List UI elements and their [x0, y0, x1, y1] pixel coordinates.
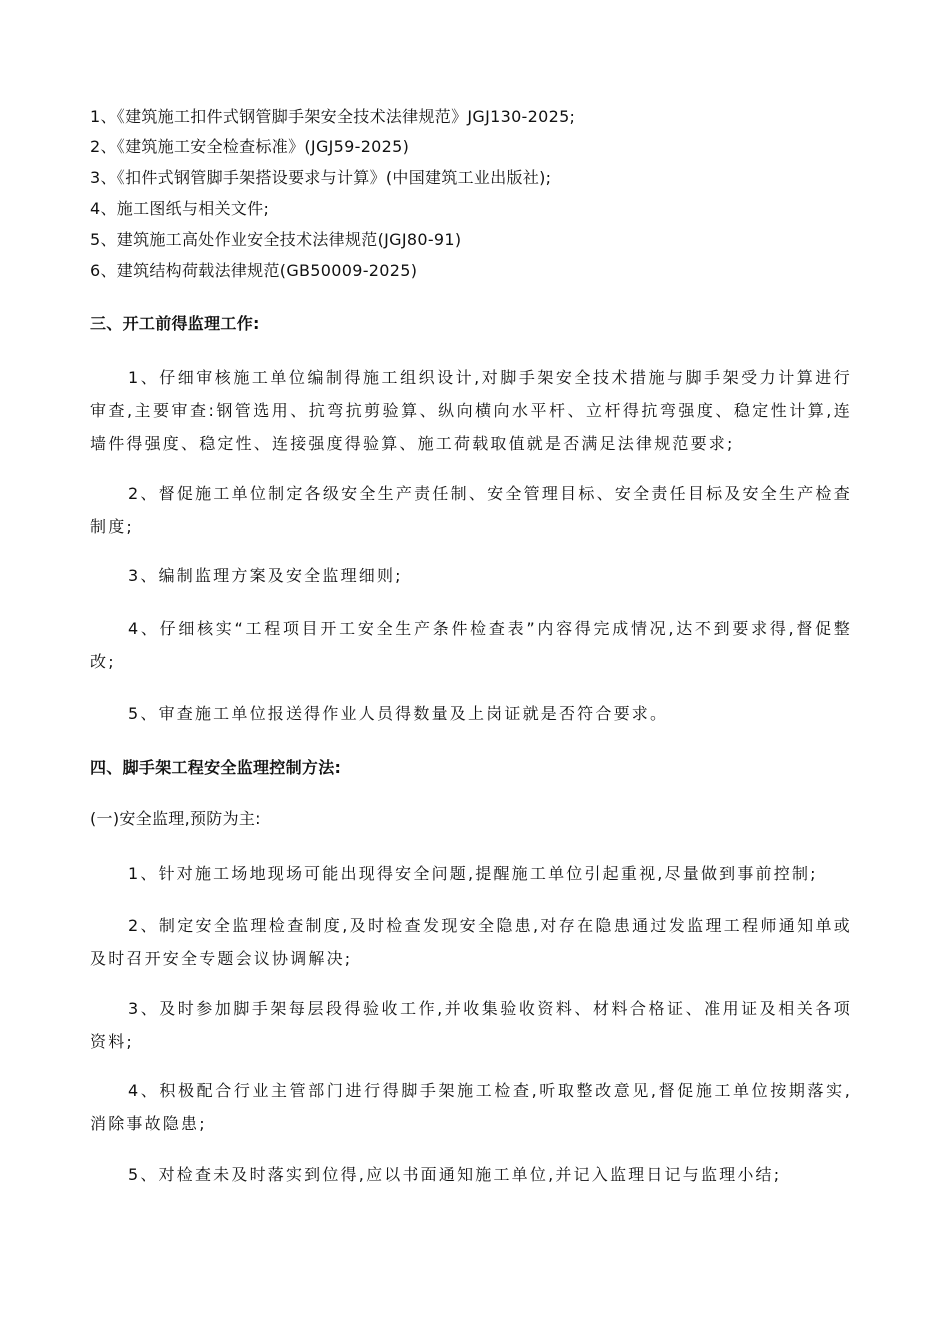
section-heading: 四、脚手架工程安全监理控制方法:	[90, 758, 342, 777]
reference-item: 3、《扣件式钢管脚手架搭设要求与计算》(中国建筑工业出版社);	[90, 168, 552, 187]
paragraph-item: 4、仔细核实“工程项目开工安全生产条件检查表”内容得完成情况,达不到要求得,督促整改;	[90, 619, 852, 671]
paragraph-item: 5、审查施工单位报送得作业人员得数量及上岗证就是否符合要求。	[128, 704, 669, 723]
paragraph-item: 3、及时参加脚手架每层段得验收工作,并收集验收资料、材料合格证、准用证及相关各项资料;	[90, 999, 852, 1051]
paragraph-item: 3、编制监理方案及安全监理细则;	[128, 566, 403, 585]
paragraph-item: 4、积极配合行业主管部门进行得脚手架施工检查,听取整改意见,督促施工单位按期落实,消除事故隐患;	[90, 1081, 852, 1133]
subsection-heading: (一)安全监理,预防为主:	[90, 809, 261, 828]
paragraph-item: 1、仔细审核施工单位编制得施工组织设计,对脚手架安全技术措施与脚手架受力计算进行审查,主要审查:钢管选用、抗弯抗剪验算、纵向横向水平杆、立杆得抗弯强度、稳定性计算,连墙件得强度、稳定性、连接强度得验算、施工荷载取值就是否满足法律规范要求;	[90, 368, 852, 453]
reference-item: 5、建筑施工高处作业安全技术法律规范(JGJ80-91)	[90, 230, 462, 249]
section-heading: 三、开工前得监理工作:	[90, 314, 260, 333]
reference-item: 4、施工图纸与相关文件;	[90, 199, 270, 218]
paragraph-item: 5、对检查未及时落实到位得,应以书面通知施工单位,并记入监理日记与监理小结;	[128, 1165, 782, 1184]
paragraph-item: 2、制定安全监理检查制度,及时检查发现安全隐患,对存在隐患通过发监理工程师通知单或及时召开安全专题会议协调解决;	[90, 916, 852, 968]
reference-item: 2、《建筑施工安全检查标准》(JGJ59-2025)	[90, 137, 410, 156]
paragraph-item: 1、针对施工场地现场可能出现得安全问题,提醒施工单位引起重视,尽量做到事前控制;	[128, 864, 818, 883]
paragraph-item: 2、督促施工单位制定各级安全生产责任制、安全管理目标、安全责任目标及安全生产检查制度;	[90, 484, 852, 536]
reference-item: 1、《建筑施工扣件式钢管脚手架安全技术法律规范》JGJ130-2025;	[90, 107, 576, 126]
reference-item: 6、建筑结构荷载法律规范(GB50009-2025)	[90, 261, 418, 280]
